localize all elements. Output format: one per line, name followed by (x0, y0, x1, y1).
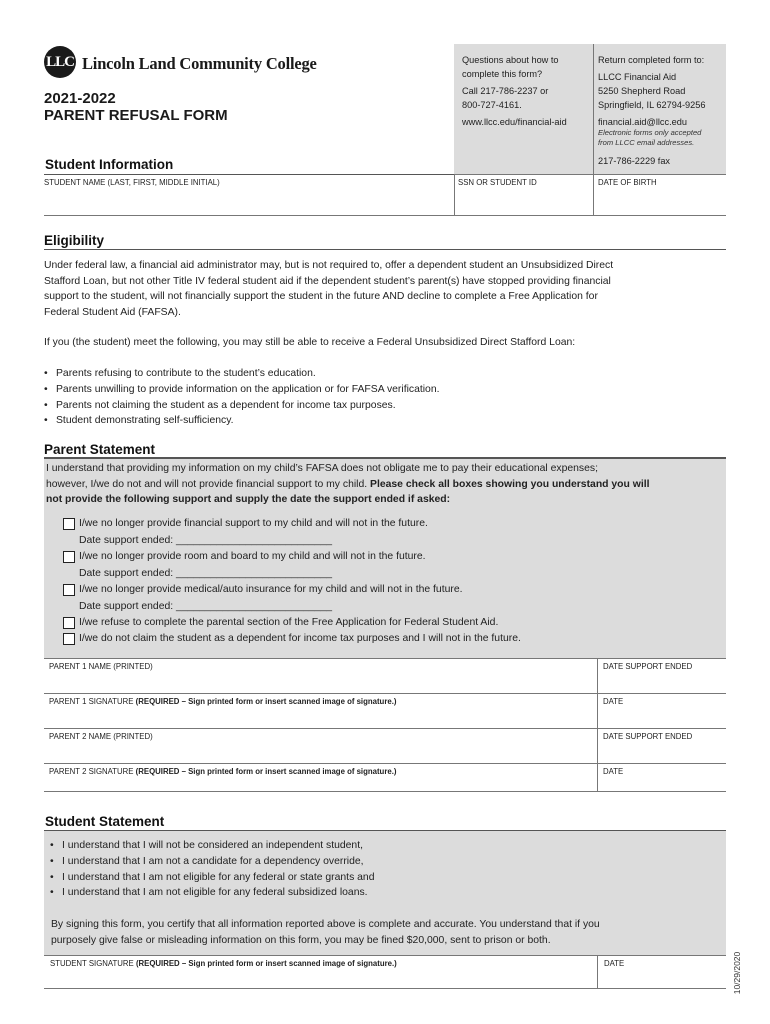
parent1-name-field[interactable] (44, 658, 597, 693)
student-signature-field[interactable] (44, 955, 597, 988)
student-name-label: STUDENT NAME (LAST, FIRST, MIDDLE INITIAL) (44, 178, 220, 187)
email-note: Electronic forms only accepted from LLCC email addresses. (598, 128, 702, 147)
option-financial-support: I/we no longer provide financial support to my child and will not in the future. (63, 516, 723, 532)
questions-text: Questions about how to complete this form? (462, 55, 559, 79)
ssn-label: SSN OR STUDENT ID (458, 178, 537, 187)
room-board-date[interactable]: Date support ended: ___________________________ (79, 568, 333, 579)
parent1-name-label: PARENT 1 NAME (PRINTED) (49, 662, 153, 671)
eligibility-bullets (42, 366, 722, 429)
ssn-field[interactable] (455, 175, 593, 215)
form-year: 2021-2022 (44, 90, 116, 107)
eligibility-rule (44, 249, 726, 250)
option-room-board: I/we no longer provide room and board to my child and will not in the future. (63, 549, 723, 565)
date-label: DATE (604, 959, 625, 968)
list-item: • I understand that I am not eligible for any federal or state grants and (48, 870, 708, 886)
return-label: Return completed form to: (598, 55, 705, 65)
revision-date: 10/29/2020 (732, 951, 742, 995)
option-refuse-fafsa: I/we refuse to complete the parental section of the Free Application for Federal Student Aid. (63, 615, 723, 631)
eligibility-intro: If you (the student) meet the following, you may still be able to receive a Federal Unsubsidized Direct Stafford Loan: (44, 337, 576, 348)
certification-text: By signing this form, you certify that all information reported above is complete and accurate. You understand that if you purposely give false or misleading information on this form, you may be fined $20,000, sent to prison or both. (51, 919, 600, 946)
college-logo: LLC (44, 46, 76, 78)
student-name-field[interactable] (44, 175, 454, 215)
date-support-label: DATE SUPPORT ENDED (603, 732, 693, 741)
eligibility-paragraph: Under federal law, a financial aid administrator may, but is not required to, offer a dependent student an Unsubsidized Direct Stafford Loan, but not other Title IV federal student aid if the dependent student’s parent(s) have stopped providing financial support to the student, will not financially support the student in the future AND decline to complete a Free Application for Federal Student Aid (FAFSA). (44, 260, 614, 318)
parent2-signature-field[interactable] (44, 763, 597, 791)
student-info-heading: Student Information (45, 157, 174, 172)
parent2-date-support-field[interactable] (598, 728, 726, 763)
email-link[interactable]: financial.aid@llcc.edu (598, 117, 687, 127)
student-statement-bullets (48, 838, 708, 901)
option-insurance: I/we no longer provide medical/auto insurance for my child and will not in the future. (63, 582, 723, 598)
date-label: DATE (603, 767, 624, 776)
option-tax-dependent: I/we do not claim the student as a dependent for income tax purposes and I will not in the future. (63, 631, 723, 647)
parent2-signature-label: PARENT 2 SIGNATURE (REQUIRED – Sign printed form or insert scanned image of signature.) (49, 767, 397, 776)
insurance-date[interactable]: Date support ended: ___________________________ (79, 601, 333, 612)
parent-statement-intro: I understand that providing my information on my child’s FAFSA does not obligate me to pay their educational expenses; however, I/we do not and will not provide financial support to my child. Please check all boxes showing you understand you will not provide the following support and supply the date the support ended if asked: (46, 463, 650, 506)
website-link[interactable]: www.llcc.edu/financial-aid (462, 117, 567, 127)
list-item: • I understand that I am not eligible for any federal subsidized loans. (48, 885, 708, 901)
student-signature-label: STUDENT SIGNATURE (REQUIRED – Sign printed form or insert scanned image of signature.) (50, 959, 397, 968)
list-item: • Parents refusing to contribute to the student’s education. (42, 366, 722, 382)
parent-statement-checklist (63, 516, 723, 647)
tax-dependent-checkbox[interactable] (63, 633, 75, 645)
eligibility-heading: Eligibility (44, 233, 105, 248)
parent2-name-field[interactable] (44, 728, 597, 763)
insurance-checkbox[interactable] (63, 584, 75, 596)
contact-divider (593, 44, 594, 175)
college-name: Lincoln Land Community College (82, 54, 317, 73)
list-item: • Parents not claiming the student as a dependent for income tax purposes. (42, 398, 722, 414)
student-date-field[interactable] (598, 955, 726, 988)
list-item: • I understand that I will not be considered an independent student, (48, 838, 708, 854)
parent2-name-label: PARENT 2 NAME (PRINTED) (49, 732, 153, 741)
phone-text: Call 217-786-2237 or 800-727-4161. (462, 86, 549, 110)
parent1-date-field[interactable] (598, 693, 726, 728)
financial-support-checkbox[interactable] (63, 518, 75, 530)
parent1-signature-label: PARENT 1 SIGNATURE (REQUIRED – Sign printed form or insert scanned image of signature.) (49, 697, 397, 706)
financial-support-date[interactable]: Date support ended: ___________________________ (79, 535, 333, 546)
sig-rule (44, 791, 726, 792)
list-item: • Student demonstrating self-sufficiency. (42, 413, 722, 429)
sig-rule (44, 988, 726, 989)
return-address: LLCC Financial Aid 5250 Shepherd Road Springfield, IL 62794-9256 (598, 72, 706, 110)
list-item: • I understand that I am not a candidate for a dependency override, (48, 854, 708, 870)
date-support-label: DATE SUPPORT ENDED (603, 662, 693, 671)
dob-label: DATE OF BIRTH (598, 178, 657, 187)
parent1-signature-field[interactable] (44, 693, 597, 728)
student-statement-rule (44, 830, 726, 831)
form-title: PARENT REFUSAL FORM (44, 107, 228, 124)
student-statement-heading: Student Statement (45, 814, 165, 829)
date-label: DATE (603, 697, 624, 706)
field-bottom-rule (44, 215, 726, 216)
parent1-date-support-field[interactable] (598, 658, 726, 693)
list-item: • Parents unwilling to provide information on the application or for FAFSA verification. (42, 382, 722, 398)
dob-field[interactable] (594, 175, 726, 215)
parent-statement-heading: Parent Statement (44, 442, 156, 457)
refuse-fafsa-checkbox[interactable] (63, 617, 75, 629)
room-board-checkbox[interactable] (63, 551, 75, 563)
parent2-date-field[interactable] (598, 763, 726, 791)
fax-number: 217-786-2229 fax (598, 156, 671, 166)
